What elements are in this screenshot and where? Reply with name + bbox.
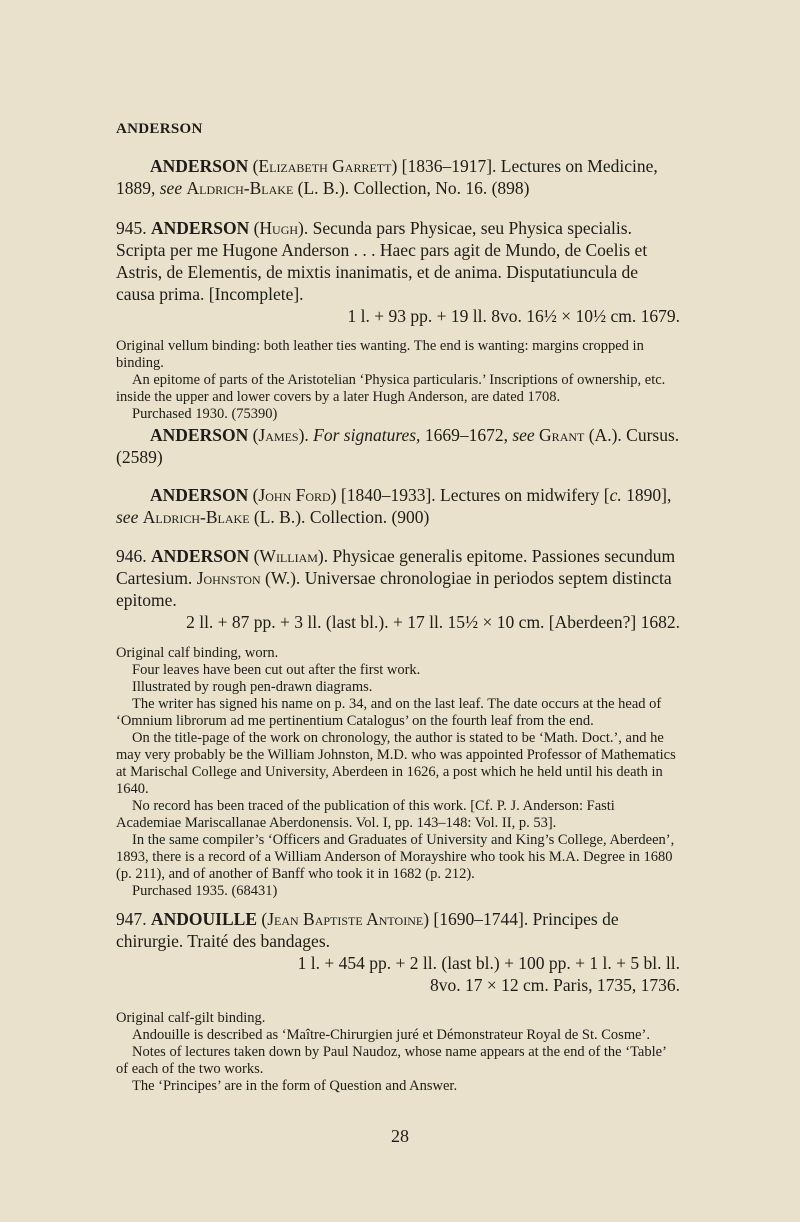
note: The ‘Principes’ are in the form of Question and Answer. bbox=[132, 1078, 458, 1094]
entry-title: Secunda pars Physicae, seu Physica specialis. Scripta per me Hugone Anderson . . . Haec pars agit de Mundo, de Coelis et Astris, de Elementis, de mixtis inanimatis, et de anima. Disputatiuncula de causa prima. [Incomplete]. bbox=[116, 218, 648, 304]
note: In the same compiler’s ‘Officers and Graduates of University and King’s College, Aberdeen’, 1893, there is a record of a William Anderson of Morayshire who took his M.A. Degree in 1680 (p. 211), and of another of Banff who took it in 1682 (p. 212). bbox=[116, 832, 675, 882]
cross-reference: Grant (A.). bbox=[539, 425, 622, 445]
entry-collation: 1 l. + 454 pp. + 2 ll. (last bl.) + 100 pp. + 1 l. + 5 bl. ll. bbox=[297, 953, 680, 973]
page-number: 28 bbox=[391, 1126, 409, 1146]
entry-number: 946. bbox=[116, 546, 147, 566]
entry-anderson-james bbox=[116, 424, 680, 468]
entry-text-2: 1890], bbox=[621, 485, 672, 505]
note: Original calf binding, worn. bbox=[116, 645, 279, 661]
cross-reference: Aldrich-Blake (L. B.). bbox=[142, 507, 306, 527]
cross-reference: Aldrich-Blake (L. B.). bbox=[186, 178, 350, 198]
entry-heading-name: ANDOUILLE bbox=[151, 909, 257, 929]
note: No record has been traced of the publication of this work. [Cf. P. J. Anderson: Fasti Academiae Mariscallanae Aberdonensis. Vol. I, pp. 143–148: Vol. II, p. 53]. bbox=[116, 798, 615, 831]
entry-collation-2: 8vo. 17 × 12 cm. Paris, 1735, 1736. bbox=[430, 975, 680, 995]
entry-anderson-elizabeth bbox=[116, 155, 680, 199]
note: Purchased 1935. (68431) bbox=[132, 883, 278, 899]
note: The writer has signed his name on p. 34, and on the last leaf. The date occurs at the head of ‘Omnium librorum ad me pertinentium Catalogus’ on the fourth leaf from the end. bbox=[116, 696, 662, 729]
entry-title: [1690–1744]. Principes de chirurgie. Traité des bandages. bbox=[116, 909, 619, 951]
entry-text: [1840–1933]. Lectures on midwifery [ bbox=[336, 485, 610, 505]
note: On the title-page of the work on chronology, the author is stated to be ‘Math. Doct.’, and he may very probably be the William Johnston, M.D. who was appointed Professor of Mathematics at Marischal College and University, Aberdeen in 1626, a post which he held until his death in 1640. bbox=[116, 730, 676, 797]
circa-label: c. bbox=[609, 485, 622, 505]
entry-forename: (William). bbox=[253, 546, 329, 566]
note: Andouille is described as ‘Maître-Chirurgien juré et Démonstrateur Royal de St. Cosme’. bbox=[132, 1027, 650, 1043]
entry-title-2: Universae chronologiae in periodos septem distincta epitome. bbox=[116, 568, 672, 610]
note: Illustrated by rough pen-drawn diagrams. bbox=[132, 679, 373, 695]
entry-number: 947. bbox=[116, 909, 147, 929]
entry-title-block bbox=[116, 217, 680, 305]
entry-tail: Cursus. (2589) bbox=[116, 425, 680, 467]
entry-collation: 2 ll. + 87 pp. + 3 ll. (last bl.). + 17 ll. 15½ × 10 cm. [Aberdeen?] 1682. bbox=[186, 612, 680, 632]
see-reference-label: see bbox=[159, 178, 183, 198]
entry-946 bbox=[116, 545, 680, 900]
note-description: An epitome of parts of the Aristotelian ‘Physica particularis.’ Inscriptions of ownership, etc. inside the upper and lower covers by a later Hugh Anderson, are dated 1708. bbox=[116, 372, 666, 405]
see-reference-label: see bbox=[116, 507, 139, 527]
note-binding: Original vellum binding: both leather ties wanting. The end is wanting: margins cropped in binding. bbox=[116, 338, 644, 371]
entry-italic-text: For signatures, bbox=[313, 425, 421, 445]
entry-text: [1836–1917]. Lectures on Medicine, 1889, bbox=[116, 156, 658, 198]
entry-heading-name: ANDERSON bbox=[150, 425, 249, 445]
entry-notes bbox=[116, 338, 680, 423]
see-reference-label: see bbox=[512, 425, 535, 445]
cross-reference: Johnston (W.). bbox=[196, 568, 301, 588]
entry-notes bbox=[116, 645, 680, 900]
entry-title: Physicae generalis epitome. Passiones secundum Cartesium. bbox=[116, 546, 676, 588]
entry-forename: (John Ford) bbox=[252, 485, 337, 505]
entry-tail: Collection. (900) bbox=[305, 507, 430, 527]
entry-collation: 1 l. + 93 pp. + 19 ll. 8vo. 16½ × 10½ cm. 1679. bbox=[347, 306, 680, 326]
entry-heading-name: ANDERSON bbox=[151, 218, 250, 238]
entry-tail: Collection, No. 16. (898) bbox=[349, 178, 530, 198]
entry-notes bbox=[116, 1010, 680, 1095]
note: Notes of lectures taken down by Paul Naudoz, whose name appears at the end of the ‘Table’ of each of the two works. bbox=[116, 1044, 666, 1077]
entry-anderson-john bbox=[116, 484, 680, 528]
entry-title-block bbox=[116, 545, 680, 611]
entry-forename: (Elizabeth Garrett) bbox=[252, 156, 398, 176]
note: Original calf-gilt binding. bbox=[116, 1010, 266, 1026]
entry-forename: (Jean Baptiste Antoine) bbox=[261, 909, 430, 929]
entry-heading-name: ANDERSON bbox=[150, 156, 249, 176]
entry-number: 945. bbox=[116, 218, 147, 238]
running-head: ANDERSON bbox=[116, 121, 203, 137]
entry-text: 1669–1672, bbox=[420, 425, 513, 445]
entry-947 bbox=[116, 908, 680, 1095]
note-provenance: Purchased 1930. (75390) bbox=[132, 406, 278, 422]
entry-heading-name: ANDERSON bbox=[151, 546, 250, 566]
entry-945 bbox=[116, 217, 680, 423]
entry-forename: (James). bbox=[252, 425, 309, 445]
entry-forename: (Hugh). bbox=[253, 218, 309, 238]
entry-heading-name: ANDERSON bbox=[150, 485, 249, 505]
note: Four leaves have been cut out after the first work. bbox=[132, 662, 421, 678]
entry-title-block bbox=[116, 908, 680, 952]
